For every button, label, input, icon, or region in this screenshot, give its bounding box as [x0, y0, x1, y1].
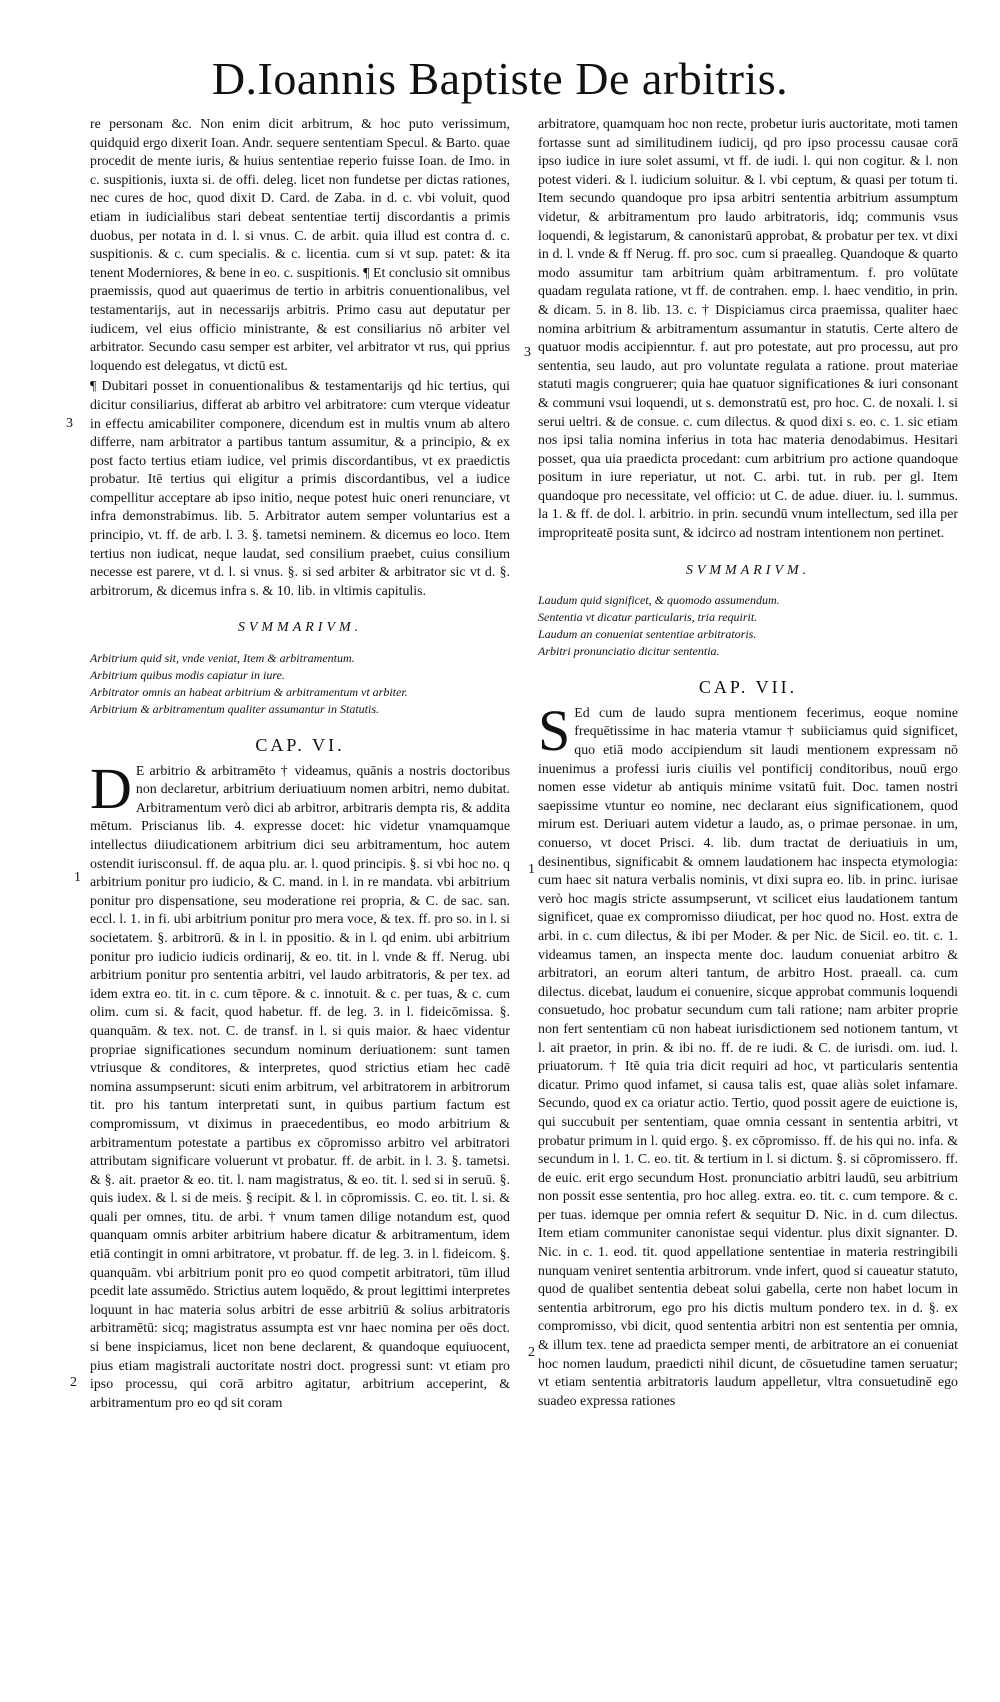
- summary-list: [90, 650, 510, 718]
- margin-number: 2: [528, 1345, 535, 1360]
- right-column: [538, 116, 958, 1413]
- page-title: D.Ioannis Baptiste De arbitris.: [211, 53, 789, 104]
- summary-item: [538, 592, 958, 609]
- summary-item-text: Arbitri pronunciatio dicitur sententia.: [538, 644, 720, 659]
- summary-list: [538, 592, 958, 660]
- summary-item-text: Arbitrium quid sit, vnde veniat, Item & arbitramentum.: [90, 651, 355, 666]
- summary-heading: SVMMARIVM.: [237, 620, 363, 636]
- body-paragraph: arbitratore, quamquam hoc non recte, probetur iuris auctoritate, moti tamen fortasse sunt ad similitudinem iudicij, qd pro ipso processu causae corā ipso iudice in iure solet assumi, vt ff. de iudi. l. qui non cogitur. & l. non potest videri. & l. iudicium soluitur. & l. vbi ceptum, & quasi per totum ti. Item secundo quandoque pro ipsa arbitri sententia arbitrium assumptum videtur, & arbitramentum pro laudo arbitratoris, idq; communis vsus loquendi, & legistarum, & canonistarū approbat, & probatur per tex. vt dixi in d. l. vnde & ff Nerug. ff. pro soc. cum si praealleg. Quandoque & quarto modo assumitur tam arbitrium quàm arbitramentum. f. pro volūtate quadam regulata ratione, vt ff. de contrahen. emp. l. haec venditio, in prin. & dicam. 5. in 8. lib. 13. c. † Dispiciamus circa praemissa, qualiter haec nomina arbitrium & arbitramentum assumantur in statutis. Certe altero de quatuor modis accipienntur. f. aut pro potestate, aut pro processu, aut pro sententia, seu laudo, aut pro voluntate regulata a ratione. prout materiae statuti magis congruerer; quia hae quatuor significationes & iuri consonant & communi vsui loquendi, ut s. demonstratū est, pro hoc. C. de noxali. l. si serui ueltri. & de consue. c. cum dilectus. & quod dixi s. eo. c. 1. sic etiam nos ipsi talia nomina inferius in tota hac materia denodabimus. Hesitari posset, qua uia praedicta procedant: cum arbitrium pro actione quandoque positum in iure reperiatur, ut not. C. arbi. tut. in rub. per gl. Item quandoque pro necessitate, vel officio: ut C. de adue. diuer. iu. l. summus. la 1. & ff. de dol. l. arbitrio. in prin. secundū vnum intellectum, sed illa per impropriteatē posita sunt, & idcirco ad nostram intentionem non pertinet.: [538, 117, 958, 542]
- summary-item-text: Arbitrium & arbitramentum qualiter assumantur in Statutis.: [90, 702, 380, 717]
- chapter-paragraph: DE arbitrio & arbitramēto † videamus, quānis a nostris doctoribus non declaretur, arbitrium deriuatiuum nomen arbitri, nemo dubitat. Arbitramentum verò dici ab arbitror, arbitraris dempta ris, & addita mētum. Priscianus lib. 4. expresse docet: hic videtur vnamquamque intellectus diiudicationem arbitrium dici seu arbitramentum, hoc autem ostendit iurisconsul. ff. de aqua plu. ar. l. quod principis. §. si vbi hoc no. q arbitrium ponitur pro iudicio, & C. mand. in l. in re mandata. vbi arbitrium ponitur pro dispensatione, seu moderatione rei propria, & C. de sac. san. eccl. l. 1. in fi. ubi arbitrium ponitur pro mera voce, & tex. ff. pro so. in l. si societatem. §. arbitrorū. & in l. in ppositio. & in l. qd enim. ubi arbitrium ponitur pro iudicio iudicis ordinarij, & eo. tit. in l. vnde & ff. Nerug. ubi arbitrium ponitur pro sententia arbitri, vel laudo arbitratoris, & per tex. ad idem extra eo. tit. in c. cum tēpore. & c. innotuit. & c. per tuas, & c. cum olim. cum si. & facit, quod habetur. ff. de leg. 3. in l. fideicōmissa. §. quanquām. & tex. not. C. de transf. in l. si quis maior. & haec videntur propriae significationes secundum nominum deriuationem: sunt tamen vtriusque & conditores, & interpretes, quod strictius etiam hec cadē nomina assumpserunt: sicuti enim arbitrum, vel arbitratorem in arbitrorum tit. pro his tantum interpretati sunt, in quibus partium factum est compromissum, vt diximus in praecedentibus, eo modo arbitrium & arbitramentum potestate a partibus ex cōpromisso arbitro vel arbitratori attributam significare voluerunt vt probatur. ff. de arbit. in l. 3. §. tametsi. & §. ait. praetor & eo. tit. l. nam magistratus, & eo. tit. l. sed si in seruū. §. quis iudex. & l. si de meis. § recipit. & l. in cōpromissis. C. eo. tit. l. si. & quali per omnes, titu. de arbi. † vnum tamen dilige notandum est, quod quanquam omnis arbiter arbitrium habere dicatur & arbitramentum, idem etiā contingit in omni arbitratore, vt probatur. ff. de leg. 3. in l. fideicom. §. quanquām. vbi arbitrium ponit pro eo quod competit arbitratori, tūm illud pcedit late assumēdo. Strictius autem loquēdo, & prout legittimi interpretes loquunt in hac materia solus arbitri de esse arbitriū & solius arbitratoris arbitramētū: sicq; magistratus assumpta est vnr haec nomina per oēs doct. si bene inspiciamus, licet non bene declarent, & quandoque equiuocent, pius etiam magistrali auctoritate nostri doct. progressi sunt: vt etiam pro ipso processu, qui corā arbitro agitatur, arbitrium acceperint, & arbitramentum pro eo qd sit coram: [90, 755, 510, 1411]
- summary-item: [538, 643, 958, 660]
- summary-item-text: Sententia vt dicatur particularis, tria requirit.: [538, 610, 758, 625]
- left-column: [90, 116, 510, 1415]
- summary-item: [90, 667, 510, 684]
- margin-number: 3: [66, 416, 73, 431]
- chapter-heading: CAP. VII.: [698, 677, 798, 698]
- margin-number: 1: [74, 870, 81, 885]
- body-paragraph: ¶ Dubitari posset in conuentionalibus & testamentarijs qd hic tertius, qui dicitur consiliarius, differat ab arbitro vel arbitratore: cum vterque videatur in effectu amicabiliter componere, dicendum est in multis vnum ab altero differre, nam arbitrator a partibus tantum assumitur, & a principio, & ex post facto tertius etiam iudice, vel primis discordantibus, vt ex praedictis probatur. Itē tertius qui eligitur a primis discordantibus, vel a iudice compellitur acceptare ab ipso initio, neque potest huic oneri renunciare, vt infra demonstrabimus. lib. 5. Arbitrator autem semper voluntarius est a principio, vt. ff. de arb. l. 3. §. tametsi neminem. & dicemus eo loco. Item tertius non iudicat, neque laudat, sed consilium praebet, cuius consilium necesse est parere, vt d. l. si vnus. §. si sed arbiter & arbitrator sic vt d. §. arbitrorum, & dicemus infra s. & 10. lib. in vltimis capitulis.: [90, 379, 510, 599]
- summary-item: [90, 684, 510, 701]
- margin-number: 2: [70, 1375, 77, 1390]
- chapter-heading: CAP. VI.: [255, 735, 345, 756]
- summary-item: [90, 701, 510, 718]
- summary-item-text: Laudum quid significet, & quomodo assumendum.: [538, 593, 780, 608]
- body-paragraph: re personam &c. Non enim dicit arbitrum, & hoc puto verissimum, quidquid ergo dixerit Ioan. Andr. sequere sententiam Specul. & Barto. quae procedit de mente iuris, & huius sententiae reperio fuisse Ioan. de Imo. in c. suspitionis, iuxta si. de offi. deleg. licet non fundetse per dictas rationes, nec cures de hoc, quod dixit D. Card. de Zaba. in d. c. vbi voluit, quod etiam in iudicialibus stari debeat sententiae tertij discordantis a primis duobus, per notata in d. l. si vnus. C. de arbit. quia illud est contra d. c. suspitionis. & c. cum specialis. & c. licentia. cum si vt sup. patet: & ita tenent Moderniores, & bene in eo. c. suspitionis. ¶ Et conclusio sit omnibus praemissis, quod aut quaerimus de tertio in arbitris conuentionalibus, vel testamentarijs, aut in necessarijs arbitris. Primo casu aut deputatur per iudicem, vel eius officio ministrante, & est consiliarius nō arbiter vel arbitrator. Secundo casu semper est arbiter, vel arbitrator vt rus, qui pprius loquendo est delegatus, vt dictū est.: [90, 117, 510, 374]
- margin-number: 3: [524, 345, 531, 360]
- summary-item-text: Arbitrium quibus modis capiatur in iure.: [90, 668, 285, 683]
- summary-item: [538, 626, 958, 643]
- margin-number: 1: [528, 862, 535, 877]
- summary-item-text: Laudum an conueniat sententiae arbitratoris.: [538, 627, 757, 642]
- summary-heading: SVMMARIVM.: [685, 562, 811, 578]
- summary-item: [538, 609, 958, 626]
- summary-item: [90, 650, 510, 667]
- summary-item-text: Arbitrator omnis an habeat arbitrium & arbitramentum vt arbiter.: [90, 685, 408, 700]
- chapter-paragraph: SEd cum de laudo supra mentionem fecerimus, eoque nomine frequētissime in hac materia vtamur † subiiciamus quid significet, quo etiā modo accipiendum sit laudi mentionem expressam nō inuenimus a professi iuris ciuilis vel pontificij conditoribus, nouū ergo nomen esse videtur ab antiquis minime vsitatū fuit. Doc. tamen nostri saepissime vtuntur eo nomine, nec declarant eius significationem, quod mirum est. Deriuari autem videtur a laudo, as, o primae personae. in um, conuerso, vt docet Prisci. 4. lib. dum tractat de deriuatiuis in um, desinentibus, significabit & omnem laudationem hac inspecta etymologia: cum haec sit natura verbalis nominis, vt dixi supra eo. lib. in princ. iurisae verò hoc magis stricte assumpserunt, vt scilicet eius laudationem tantum significet, quae ex compromisso diiudicat, per hoc quod no. Host. extra de arbi. in c. cum dilectus, & ibi per Moder. & per Nic. de Sicil. eo. tit. c. 1. videamus tamen, an inspecta mente doc. laudum conueniat arbitro & arbitratori, an eorum alteri tantum, de arbitro Host. praeall. ca. cum dilectus. dicebat, laudum ei conuenire, sicque approbat communis loquendi consuetudo, hoc probatur secundum cum tali ratione; nam arbiter proprie non fert sententiam cū non habeat iurisdictionem sed notionem tantum, vt l. ait praetor, in prin. & ibi no. ff. de re iudi. & C. de iurisdi. om. iud. l. priuatorum. † Itē quia tria dicit requiri ad hoc, vt particularis sententia dicatur. Primo quod infamet, si causa talis est, quae aliàs solet infamare. Secundo, quod ex ca oriatur actio. Tertio, quod possit agere de euictione is, qui succubuit per sententiam, quae omnia cessant in sententia arbitri, vt probatur primum in l. quid ergo. §. ex cōpromisso. ff. de his qui no. infa. & secundum in l. 1. C. eo. tit. & tertium in l. si dictum. §. si cōpromissero. ff. de euic. erit ergo secundum Host. pronunciatio arbitri laudū, seu arbitrium non possit esse sententia, pro hoc alleg. extra. eo. tit. c. cum tempore. & c. per tuas. idemque per omnia refert & sequitur D. Nic. in d. cum dilectus. Item etiam communiter canonistae sequi videntur. plus dixit signanter. D. Nic. in c. 1. eod. tit. quod appellatione sententiae in materia restringibili nunquam veniret sententia arbitrorum. vnde infert, quod si caueatur statuto, quod de qualibet sententia debeat solui gabella, certe non habet locum in sententia arbitrorum, ego pro his dictis multum pondero tex. in d. §. ex compromisso, vbi dicit, quod sententia arbitri non est sententia per omnia, & illum tex. tene ad praedicta semper menti, de arbitratore an ei conueniat hoc nomen laudum, praedicti nihil dicunt, de cōsuetudine tamen seruatur; vt etiam sententia arbitratoris laudum appelletur, vltra consuetudinē ego suadeo expressa rationes: [538, 697, 958, 1409]
